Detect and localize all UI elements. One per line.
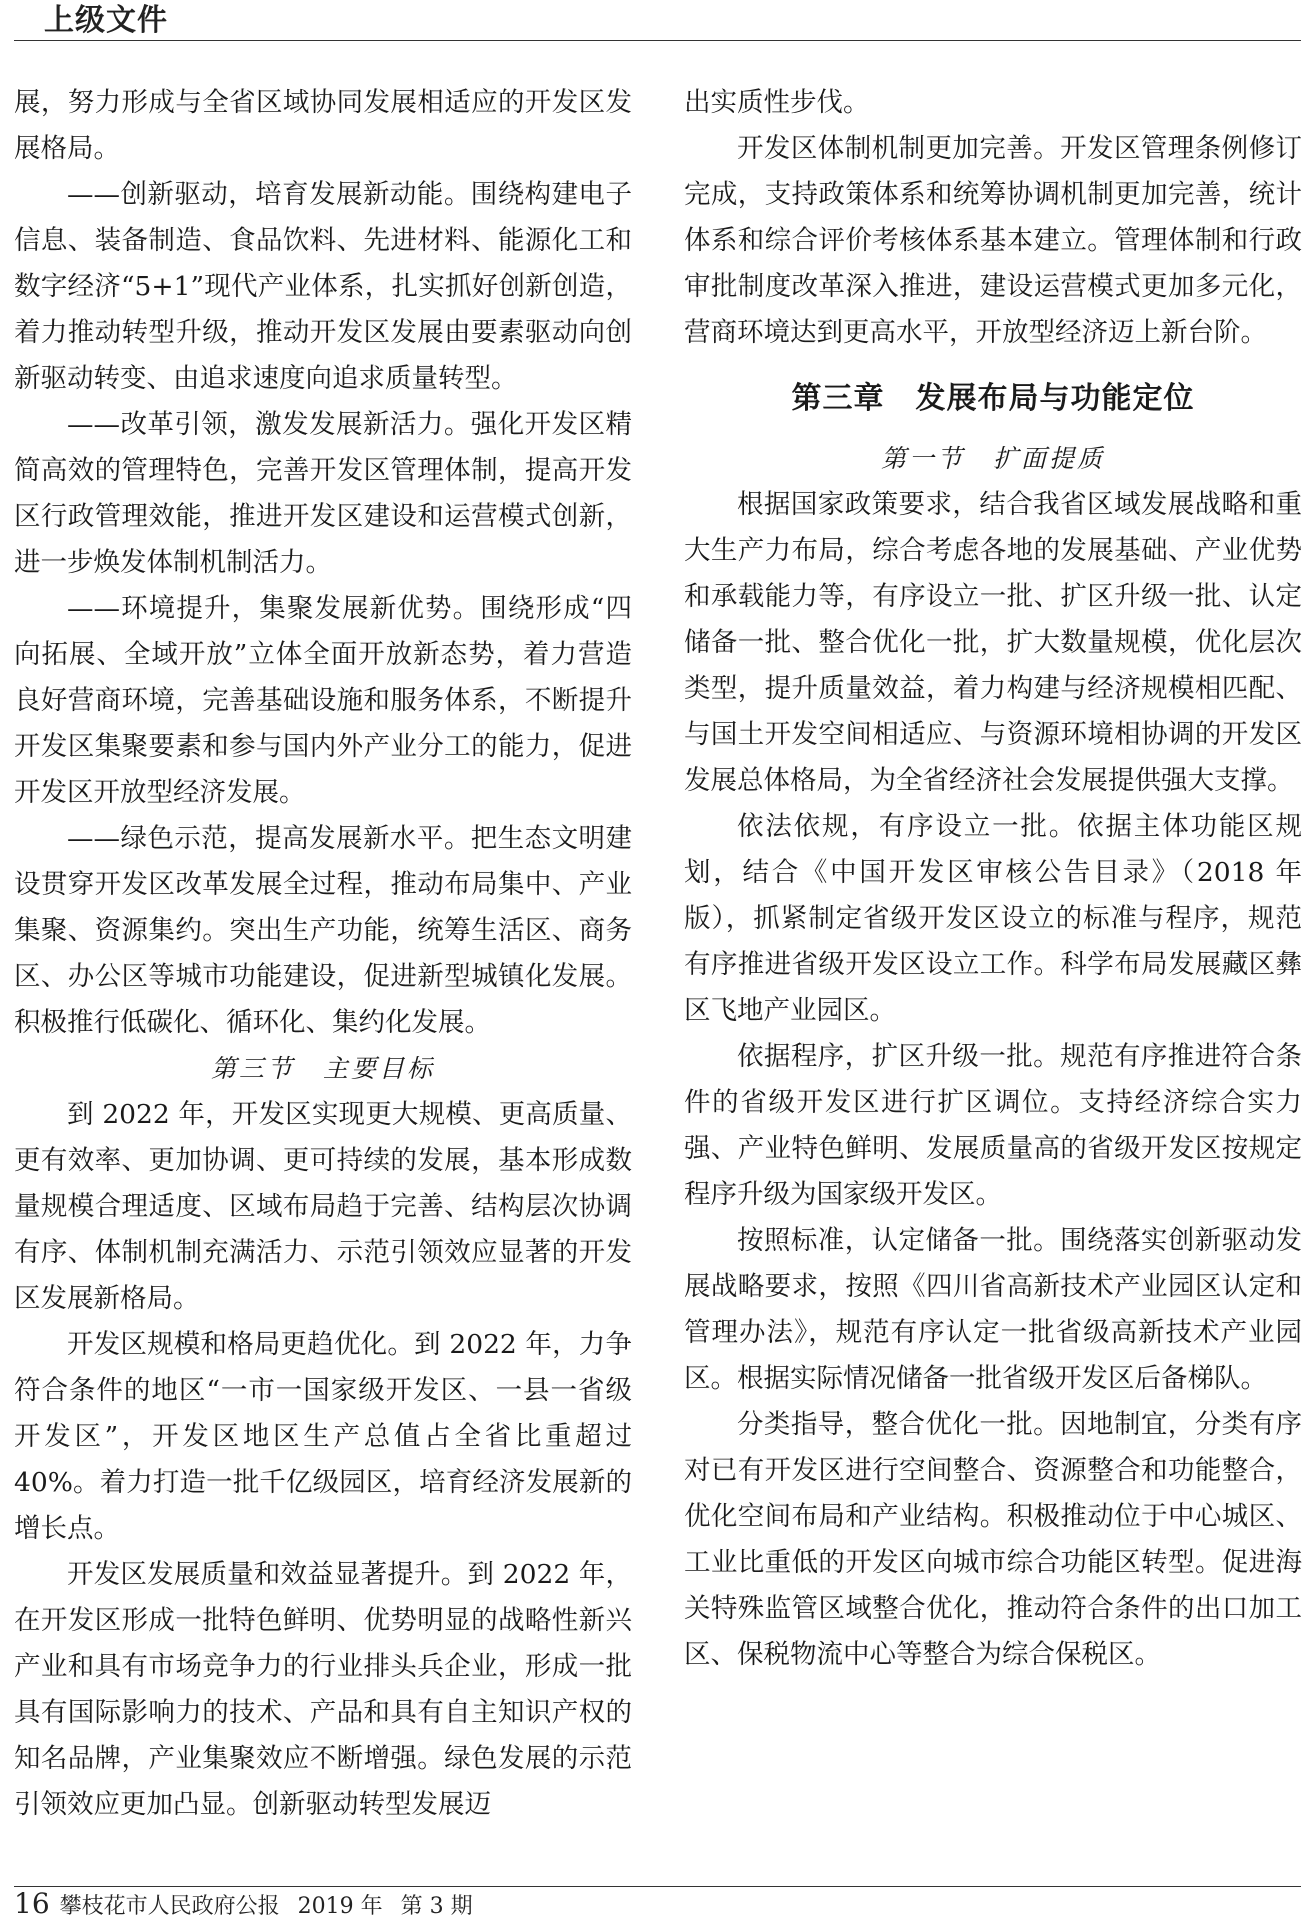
paragraph-innovation: ——创新驱动，培育发展新动能。围绕构建电子信息、装备制造、食品饮料、先进材料、能源化工和数字经济“5+1”现代产业体系，扎实抓好创新创造，着力推动转型升级，推动开发区发展由要素驱动向创新驱动转变、由追求速度向追求质量转型。 xyxy=(14,179,632,394)
page-header-title: 上级文件 xyxy=(44,3,168,38)
chapter-heading: 第三章 发展布局与功能定位 xyxy=(791,381,1195,416)
page-number: 16 xyxy=(14,1887,50,1920)
header-divider xyxy=(14,40,1301,41)
paragraph-green: ——绿色示范，提高发展新水平。把生态文明建设贯穿开发区改革发展全过程，推动布局集中、产业集聚、资源集约。突出生产功能，统筹生活区、商务区、办公区等城市功能建设，促进新型城镇化发展。积极推行低碳化、循环化、集约化发展。 xyxy=(14,823,632,1038)
right-column xyxy=(684,80,1302,1678)
paragraph-upgrade: 依据程序，扩区升级一批。规范有序推进符合条件的省级开发区进行扩区调位。支持经济综合实力强、产业特色鲜明、发展质量高的省级开发区按规定程序升级为国家级开发区。 xyxy=(684,1041,1302,1210)
page-footer xyxy=(14,1889,491,1922)
paragraph-scale-layout: 开发区规模和格局更趋优化。到 2022 年，力争符合条件的地区“一市一国家级开发区、一县一省级开发区”，开发区地区生产总值占全省比重超过 40%。着力打造一批千亿级园区，培育经济发展新的增长点。 xyxy=(14,1329,632,1544)
paragraph-policy: 根据国家政策要求，结合我省区域发展战略和重大生产力布局，综合考虑各地的发展基础、产业优势和承载能力等，有序设立一批、扩区升级一批、认定储备一批、整合优化一批，扩大数量规模，优化层次类型，提升质量效益，着力构建与经济规模相匹配、与国土开发空间相适应、与资源环境相协调的开发区发展总体格局，为全省经济社会发展提供强大支撑。 xyxy=(684,489,1302,796)
paragraph-quality-benefit: 开发区发展质量和效益显著提升。到 2022 年，在开发区形成一批特色鲜明、优势明显的战略性新兴产业和具有市场竞争力的行业排头兵企业，形成一批具有国际影响力的技术、产品和具有自主知识产权的知名品牌，产业集聚效应不断增强。绿色发展的示范引领效应更加凸显。创新驱动转型发展迈 xyxy=(14,1559,632,1820)
paragraph-integrate: 分类指导，整合优化一批。因地制宜，分类有序对已有开发区进行空间整合、资源整合和功能整合，优化空间布局和产业结构。积极推动位于中心城区、工业比重低的开发区向城市综合功能区转型。促进海关特殊监管区域整合优化，推动符合条件的出口加工区、保税物流中心等整合为综合保税区。 xyxy=(684,1409,1302,1670)
publication-year: 2019 年 xyxy=(297,1894,383,1919)
left-column xyxy=(14,80,632,1828)
paragraph-reform: ——改革引领，激发发展新活力。强化开发区精简高效的管理特色，完善开发区管理体制，提高开发区行政管理效能，推进开发区建设和运营模式创新，进一步焕发体制机制活力。 xyxy=(14,409,632,578)
paragraph-institutions: 开发区体制机制更加完善。开发区管理条例修订完成，支持政策体系和统筹协调机制更加完善，统计体系和综合评价考核体系基本建立。管理体制和行政审批制度改革深入推进，建设运营模式更加多元化，营商环境达到更高水平，开放型经济迈上新台阶。 xyxy=(684,133,1302,348)
paragraph-continued: 出实质性步伐。 xyxy=(684,87,870,118)
paragraph-goal-2022: 到 2022 年，开发区实现更大规模、更高质量、更有效率、更加协调、更可持续的发展，基本形成数量规模合理适度、区域布局趋于完善、结构层次协调有序、体制机制充满活力、示范引领效应显著的开发区发展新格局。 xyxy=(14,1099,632,1314)
issue-number: 第 3 期 xyxy=(400,1894,473,1919)
paragraph-continued: 展，努力形成与全省区域协同发展相适应的开发区发展格局。 xyxy=(14,87,632,164)
publication-name: 攀枝花市人民政府公报 xyxy=(59,1894,280,1919)
paragraph-establish: 依法依规，有序设立一批。依据主体功能区规划，结合《中国开发区审核公告目录》（2018 年版），抓紧制定省级开发区设立的标准与程序，规范有序推进省级开发区设立工作。科学布局发展藏区彝区飞地产业园区。 xyxy=(684,811,1302,1026)
footer-divider xyxy=(14,1886,1301,1887)
paragraph-environment: ——环境提升，集聚发展新优势。围绕形成“四向拓展、全域开放”立体全面开放新态势，着力营造良好营商环境，完善基础设施和服务体系，不断提升开发区集聚要素和参与国内外产业分工的能力，促进开发区开放型经济发展。 xyxy=(14,593,632,808)
paragraph-certify: 按照标准，认定储备一批。围绕落实创新驱动发展战略要求，按照《四川省高新技术产业园区认定和管理办法》，规范有序认定一批省级高新技术产业园区。根据实际情况储备一批省级开发区后备梯队。 xyxy=(684,1225,1302,1394)
section-heading-main-goals: 第三节 主要目标 xyxy=(210,1054,435,1083)
section-heading-expand: 第一节 扩面提质 xyxy=(880,444,1105,473)
